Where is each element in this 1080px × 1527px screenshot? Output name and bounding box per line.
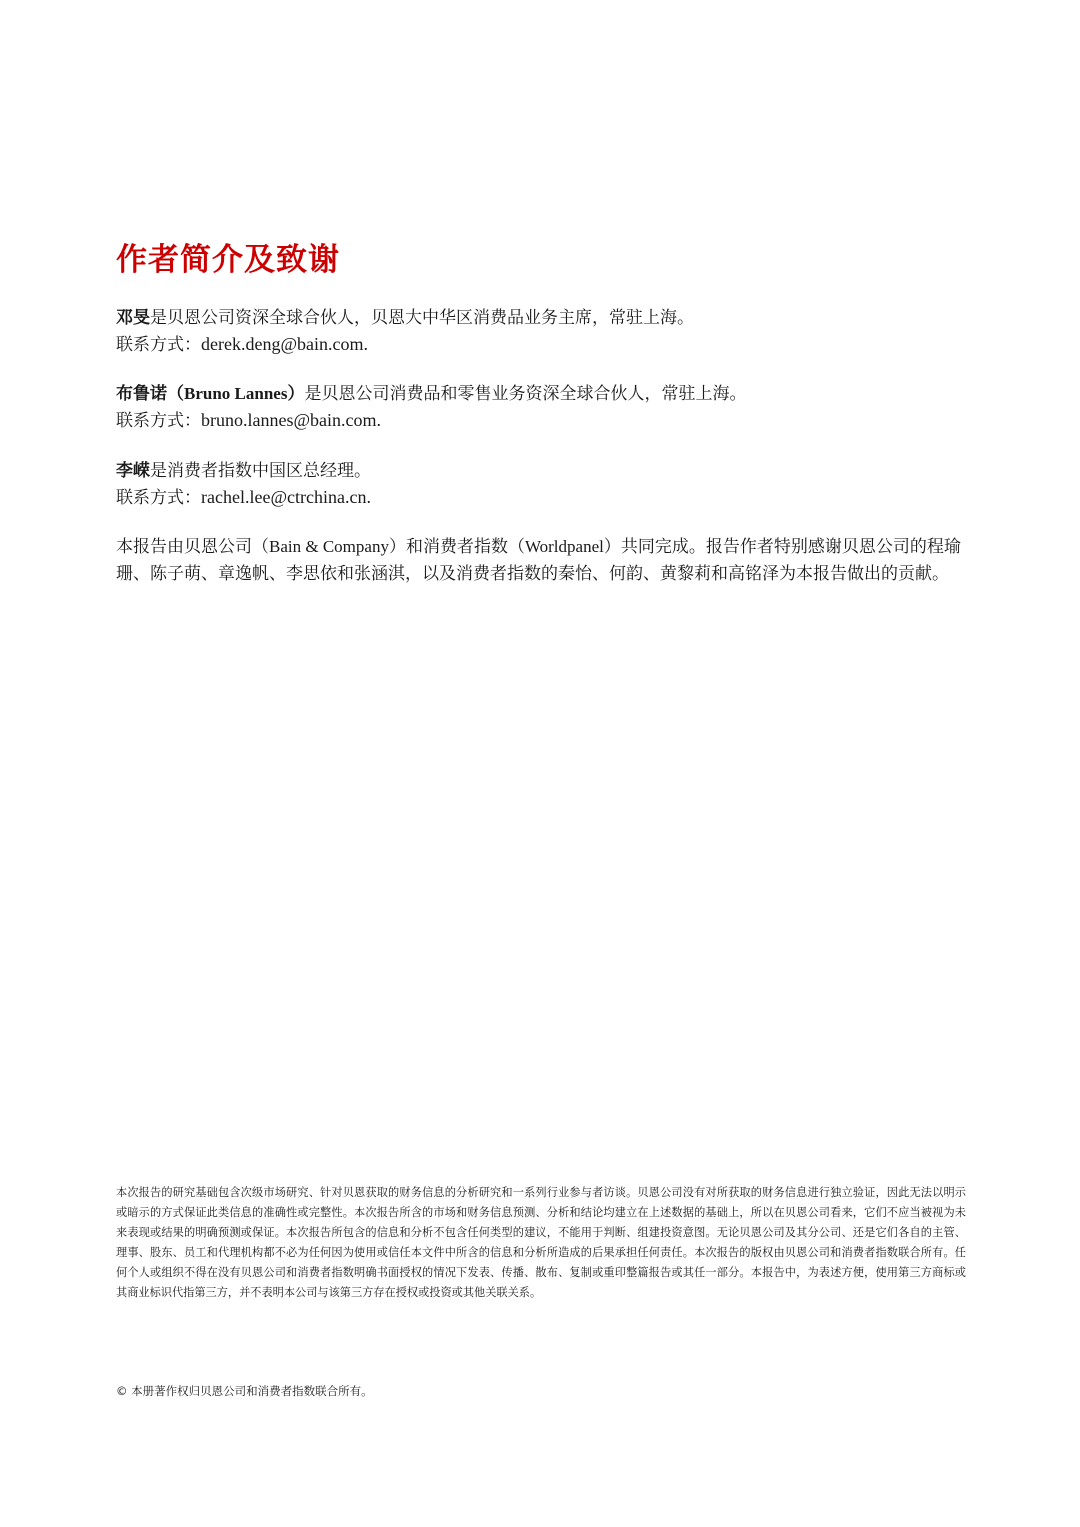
- author-bio-lee: [116, 458, 996, 511]
- ack-bain-name: Bain & Company: [269, 537, 389, 556]
- acknowledgement: [116, 533, 964, 588]
- ack-part-3: ）共同完成。报告作者特别感谢贝恩公司的程瑜珊、陈子萌、章逸帆、李思依和张涵淇，以及消费者指数的秦怡、何韵、黄黎莉和高铭泽为本报告做出的贡献。: [116, 537, 961, 584]
- contact-email: bruno.lannes@bain.com.: [201, 410, 382, 430]
- ack-part-1: 本报告由贝恩公司（: [116, 537, 269, 557]
- bio-line: [116, 305, 996, 331]
- author-description: 是贝恩公司消费品和零售业务资深全球合伙人，常驻上海。: [304, 384, 747, 404]
- author-name: 李嵘: [116, 461, 150, 481]
- contact-email: derek.deng@bain.com.: [201, 334, 369, 354]
- bio-line: [116, 381, 996, 407]
- contact-line: [116, 407, 996, 434]
- author-description: 是贝恩公司资深全球合伙人，贝恩大中华区消费品业务主席，常驻上海。: [150, 308, 694, 328]
- contact-email: rachel.lee@ctrchina.cn.: [201, 487, 371, 507]
- author-bio-lannes: [116, 381, 996, 434]
- contact-line: [116, 484, 996, 511]
- contact-label: 联系方式：: [116, 411, 201, 431]
- ack-worldpanel-name: Worldpanel: [524, 537, 604, 556]
- author-name: 布鲁诺（: [116, 384, 184, 404]
- contact-label: 联系方式：: [116, 335, 201, 355]
- contact-label: 联系方式：: [116, 488, 201, 508]
- page-title: 作者简介及致谢: [116, 242, 340, 278]
- author-name: 邓旻: [116, 308, 150, 328]
- author-bio-deng: [116, 305, 996, 358]
- bio-line: [116, 458, 996, 484]
- disclaimer: 本次报告的研究基础包含次级市场研究、针对贝恩获取的财务信息的分析研究和一系列行业参与者访谈。贝恩公司没有对所获取的财务信息进行独立验证，因此无法以明示或暗示的方式保证此类信息的准确性或完整性。本次报告所含的市场和财务信息预测、分析和结论均建立在上述数据的基础上，所以在贝恩公司看来，它们不应当被视为未来表现或结果的明确预测或保证。本次报告所包含的信息和分析不包含任何类型的建议，不能用于判断、组建投资意图。无论贝恩公司及其分公司、还是它们各自的主管、理事、股东、员工和代理机构都不必为任何因为使用或信任本文件中所含的信息和分析所造成的后果承担任何责任。本次报告的版权由贝恩公司和消费者指数联合所有。任何个人或组织不得在没有贝恩公司和消费者指数明确书面授权的情况下发表、传播、散布、复制或重印整篇报告或其任一部分。本报告中，为表述方便，使用第三方商标或其商业标识代指第三方，并不表明本公司与该第三方存在授权或投资或其他关联关系。: [116, 1186, 966, 1299]
- author-name-latin: Bruno Lannes: [184, 384, 288, 403]
- copyright-notice: © 本册著作权归贝恩公司和消费者指数联合所有。: [116, 1384, 373, 1398]
- author-description: 是消费者指数中国区总经理。: [150, 461, 371, 481]
- ack-part-2: ）和消费者指数（: [388, 537, 525, 557]
- contact-line: [116, 331, 996, 358]
- author-name-close: ）: [287, 384, 305, 404]
